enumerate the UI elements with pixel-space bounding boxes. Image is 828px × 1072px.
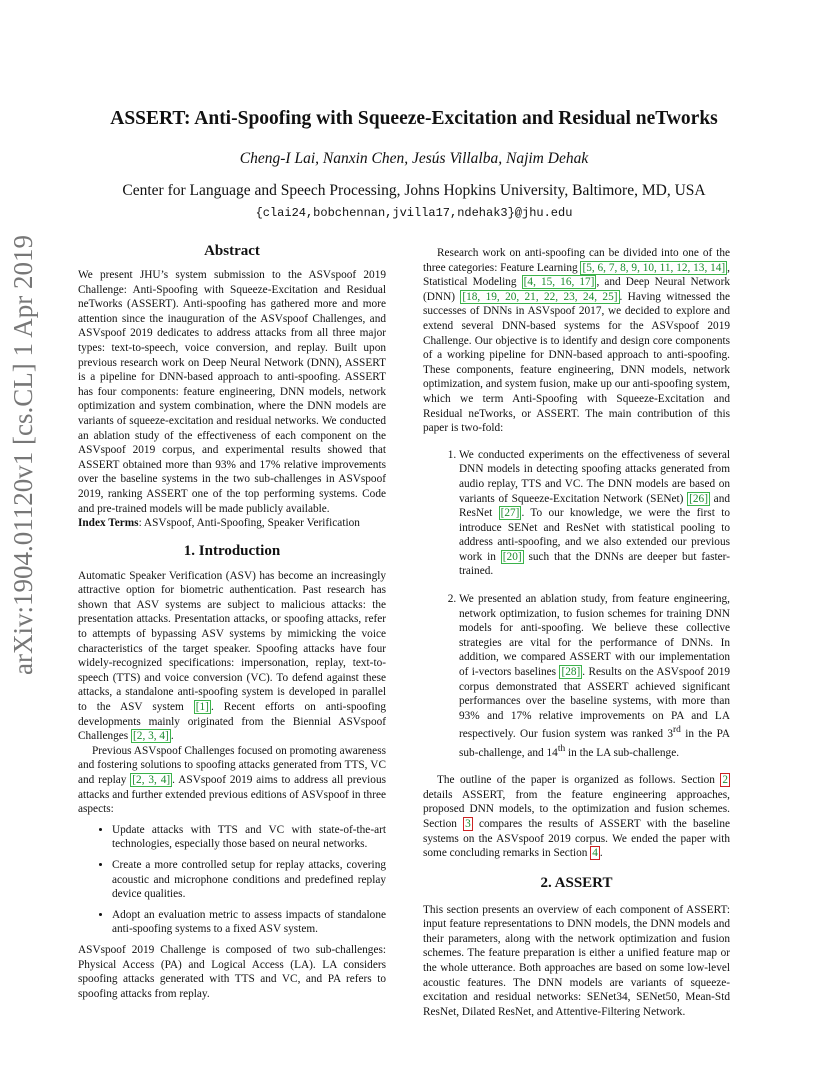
right-column [423, 246, 730, 1019]
list-item: • Create a more controlled setup for replay attacks, covering acoustic and microphone conditions and predefined replay device qualities. [112, 858, 386, 902]
outline-paragraph: The outline of the paper is organized as follows. Section 2 details ASSERT, from the feature engineering approaches, proposed DNN models, to the optimization and fusion schemes. Section 3 compares the results of ASSERT with the baseline systems on the ASVspoof 2019 corpus. We ended the paper with some concluding remarks in Section 4 . [423, 774, 730, 860]
citation-link[interactable]: [2, 3, 4] [132, 774, 171, 786]
abstract-text: We present JHU’s system submission to the ASVspoof 2019 Challenge: Anti-Spoofing with Squeeze-Excitation and Residual neTworks (ASSERT). Anti-spoofing has gathered more and more attention since the inauguration of the ASVspoof Challenges, and ASVspoof 2019 dedicates to address attacks from all three major types: text-to-speech, voice conversion, and replay. Built upon previous research work on Deep Neural Network (DNN), ASSERT is a pipeline for DNN-based approach to anti-spoofing. ASSERT has four components: feature engineering, DNN models, network optimization and system combination, where the DNN models are variants of squeeze-excitation and residual networks. We conducted an ablation study of the effectiveness of each component on the ASVspoof 2019 corpus, and experimental results showed that ASSERT obtained more than 93% and 17% relative improvements over the baseline systems in the two sub-challenges in ASVspoof 2019, ranking ASSERT one of the top performing systems. Code and pre-trained models will be made publicly available. [78, 269, 386, 515]
affiliation: Center for Language and Speech Processing, Johns Hopkins University, Baltimore, MD, USA [122, 182, 706, 199]
contribution-list [423, 448, 730, 760]
intro-paragraph-1: Automatic Speaker Verification (ASV) has become an increasingly attractive option for biometric authentication. Past research has shown that ASV systems are subject to malicious attacks: the presentation attacks. Presentation attacks, or spoofing attacks, refer to attempts of bypassing ASV systems by mimicking the voice characteristics of the target speaker. Spoofing attacks have four widely-recognized specifications: impersonation, replay, text-to-speech (TTS) and voice conversion (VC). To defend against these attacks, a standalone anti-spoofing system is developed in parallel to the ASV system [1] . Recent efforts on anti-spoofing developments mainly originated from the Biennial ASVspoof Challenges [2, 3, 4] . [78, 569, 386, 743]
author-list: Cheng-I Lai, Nanxin Chen, Jesús Villalba, Najim Dehak [239, 150, 589, 167]
section-link[interactable]: 2 [722, 774, 728, 787]
aspect-list [78, 823, 386, 937]
assert-overview-paragraph: This section presents an overview of each component of ASSERT: input feature representations to DNN models, the DNN models and their parameters, along with the network optimization and fusion schemes. The feature preparation is either a unified feature map or the whole utterance. Both approaches are based on some low-level acoustic features. The DNN models are variants of squeeze-excitation and residual networks: SENet34, SENet50, Mean-Std ResNet, Dilated ResNet, and Attentive-Filtering Network. [423, 903, 730, 1018]
arxiv-id: arXiv:1904.01120v1 [cs.CL] 1 Apr 2019 [8, 235, 38, 675]
citation-link[interactable]: [20] [502, 550, 522, 563]
citation-link[interactable]: [4, 15, 16, 17] [523, 276, 595, 289]
index-terms: Index Terms: ASVspoof, Anti-Spoofing, Speaker Verification [78, 517, 360, 530]
intro-heading: 1. Introduction [183, 542, 281, 559]
section-link[interactable]: 3 [465, 817, 471, 830]
intro-paragraph-3: ASVspoof 2019 Challenge is composed of two sub-challenges: Physical Access (PA) and Logical Access (LA). LA considers spoofing attacks generated with TTS and VC, and PA refers to spoofing attacks from replay. [78, 943, 386, 1000]
list-item: 1. We conducted experiments on the effectiveness of several DNN models in detecting spoofing attacks generated from audio replay, TTS and VC. The DNN models are based on variants of Squeeze-Excitation Network (SENet) [26] and ResNet [27] . To our knowledge, we were the first to introduce SENet and ResNet with statistical pooling to address anti-spoofing, and we also extended our previous work in [20] such that the DNNs are deeper but faster-trained. [459, 448, 730, 579]
citation-link[interactable]: [28] [561, 666, 581, 679]
section-link[interactable]: 4 [592, 847, 598, 860]
paper-title: ASSERT: Anti-Spoofing with Squeeze-Excitation and Residual neTworks [110, 108, 718, 129]
citation-link[interactable]: [1] [195, 701, 209, 714]
email-line: {clai24,bobchennan,jvilla17,ndehak3}@jhu.edu [255, 206, 573, 220]
citation-link[interactable]: [26] [689, 492, 708, 505]
left-column [78, 242, 386, 1001]
citation-link[interactable]: [5, 6, 7, 8, 9, 10, 11, 12, 13, 14] [582, 261, 726, 274]
abstract-heading: Abstract [204, 243, 260, 259]
section-2-heading: 2. ASSERT [540, 874, 613, 891]
list-item: • Adopt an evaluation metric to assess impacts of standalone anti-spoofing systems to a fixed ASV system. [112, 908, 386, 937]
list-item: 2. We presented an ablation study, from feature engineering, network optimization, to fusion schemes for training DNN models for anti-spoofing. We believe these collective strategies are vital for the performance of DNNs. In addition, we compared ASSERT with our implementation of i-vectors baselines [28] . Results on the ASVspoof 2019 corpus demonstrated that ASSERT achieved significant performances over the baseline systems, with more than 93% and 17% relative improvements on PA and LA respectively. Our fusion system was ranked 3rd in the PA sub-challenge, and 14th in the LA sub-challenge. [459, 592, 730, 760]
citation-link[interactable]: [18, 19, 20, 21, 22, 23, 24, 25] [462, 290, 618, 303]
list-item: • Update attacks with TTS and VC with state-of-the-art technologies, especially those based on neural networks. [112, 823, 386, 852]
citation-link[interactable]: [27] [500, 507, 520, 520]
intro-paragraph-2: Previous ASVspoof Challenges focused on promoting awareness and fostering solutions to spoofing attacks generated from TTS, VC and replay [2, 3, 4] . ASVspoof 2019 aims to address all previous attacks and further extended previous editions of ASVspoof in three aspects: [78, 744, 386, 816]
related-work-paragraph: Research work on anti-spoofing can be divided into one of the three categories: Feature Learning [5, 6, 7, 8, 9, 10, 11, 12, 13, 14] , Statistical Modeling [4, 15, 16, 17] , and Deep Neural Network (DNN) [18, 19, 20, 21, 22, 23, 24, 25] . Having witnessed the successes of DNNs in ASVspoof 2017, we decided to explore and extend several DNN-based systems for the ASVspoof 2019 Challenge. Our objective is to identify and design core components of a working pipeline for DNN-based approach to anti-spoofing. These components, feature engineering, DNN models, network optimization, and system fusion, make up our anti-spoofing system, which we term Anti-Spoofing with Squeeze-Excitation and Residual neTworks, or ASSERT. The main contribution of this paper is two-fold: [423, 247, 730, 435]
citation-link[interactable]: [2, 3, 4] [133, 730, 169, 743]
